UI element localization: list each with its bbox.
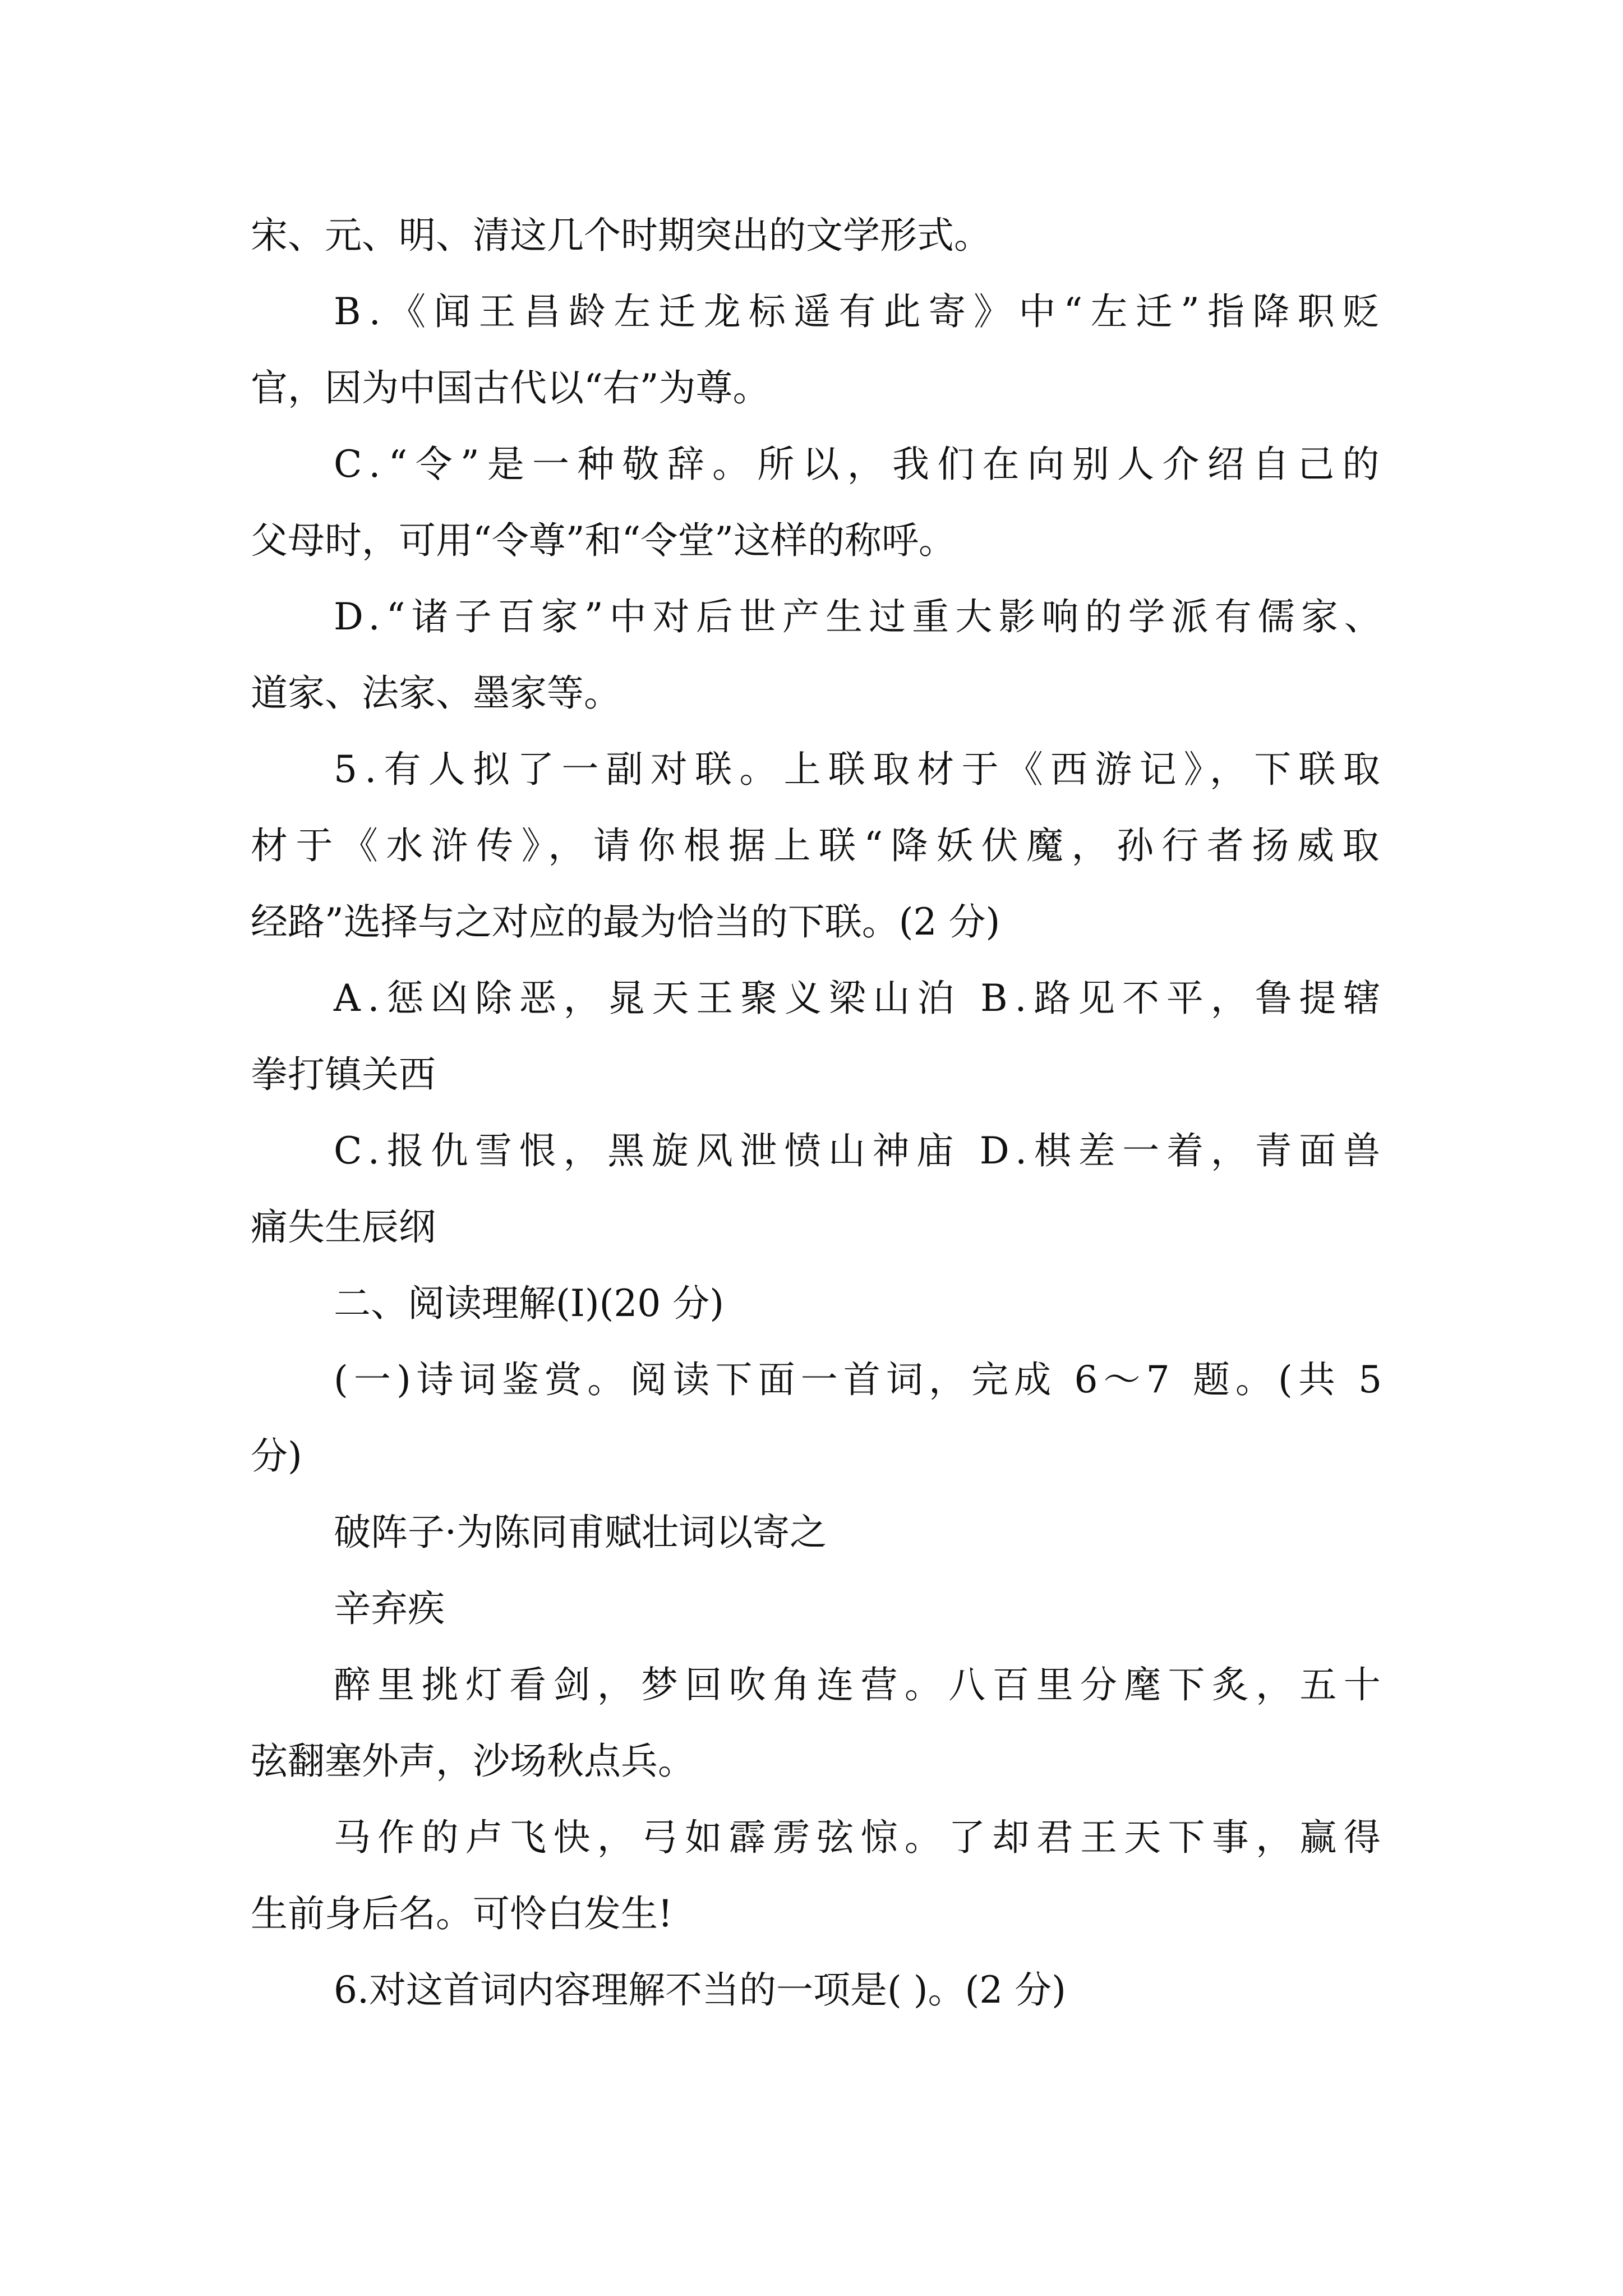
text-line-13: C.报仇雪恨，黑旋风泄愤山神庙 D.棋差一着，青面兽 [334, 1129, 1387, 1172]
question-6: 6.对这首词内容理解不当的一项是( )。(2 分) [334, 1968, 1066, 2012]
text-line-8: 5.有人拟了一副对联。上联取材于《西游记》，下联取 [334, 748, 1387, 791]
poem-line-4: 生前身后名。可怜白发生! [251, 1892, 673, 1935]
text-line-1: 宋、元、明、清这几个时期突出的文学形式。 [251, 214, 991, 257]
text-line-12: 拳打镇关西 [251, 1053, 436, 1096]
text-line-6: D.“诸子百家”中对后世产生过重大影响的学派有儒家、 [334, 595, 1388, 638]
text-line-3: 官，因为中国古代以“右”为尊。 [251, 366, 770, 409]
poem-line-1: 醉里挑灯看剑，梦回吹角连营。八百里分麾下炙，五十 [334, 1663, 1387, 1706]
poem-title: 破阵子·为陈同甫赋壮词以寄之 [334, 1511, 827, 1554]
text-line-16: (一)诗词鉴赏。阅读下面一首词，完成 6～7 题。(共 5 [334, 1358, 1388, 1401]
text-line-2: B.《闻王昌龄左迁龙标遥有此寄》中“左迁”指降职贬 [334, 290, 1387, 333]
poem-author: 辛弃疾 [334, 1587, 445, 1630]
text-line-9: 材于《水浒传》，请你根据上联“降妖伏魔，孙行者扬威取 [251, 824, 1387, 867]
section-heading: 二、阅读理解(Ⅰ)(20 分) [334, 1282, 725, 1325]
poem-line-2: 弦翻塞外声，沙场秋点兵。 [251, 1740, 695, 1783]
text-line-10: 经路”选择与之对应的最为恰当的下联。(2 分) [251, 900, 1000, 944]
text-line-5: 父母时，可用“令尊”和“令堂”这样的称呼。 [251, 519, 956, 562]
text-line-17: 分) [251, 1434, 302, 1478]
text-line-4: C.“令”是一种敬辞。所以，我们在向别人介绍自己的 [334, 443, 1387, 486]
text-line-11: A.惩凶除恶，晁天王聚义梁山泊 B.路见不平，鲁提辖 [334, 977, 1388, 1020]
text-line-14: 痛失生辰纲 [251, 1205, 436, 1249]
poem-line-3: 马作的卢飞快，弓如霹雳弦惊。了却君王天下事，赢得 [334, 1816, 1387, 1859]
text-line-7: 道家、法家、墨家等。 [251, 671, 621, 715]
